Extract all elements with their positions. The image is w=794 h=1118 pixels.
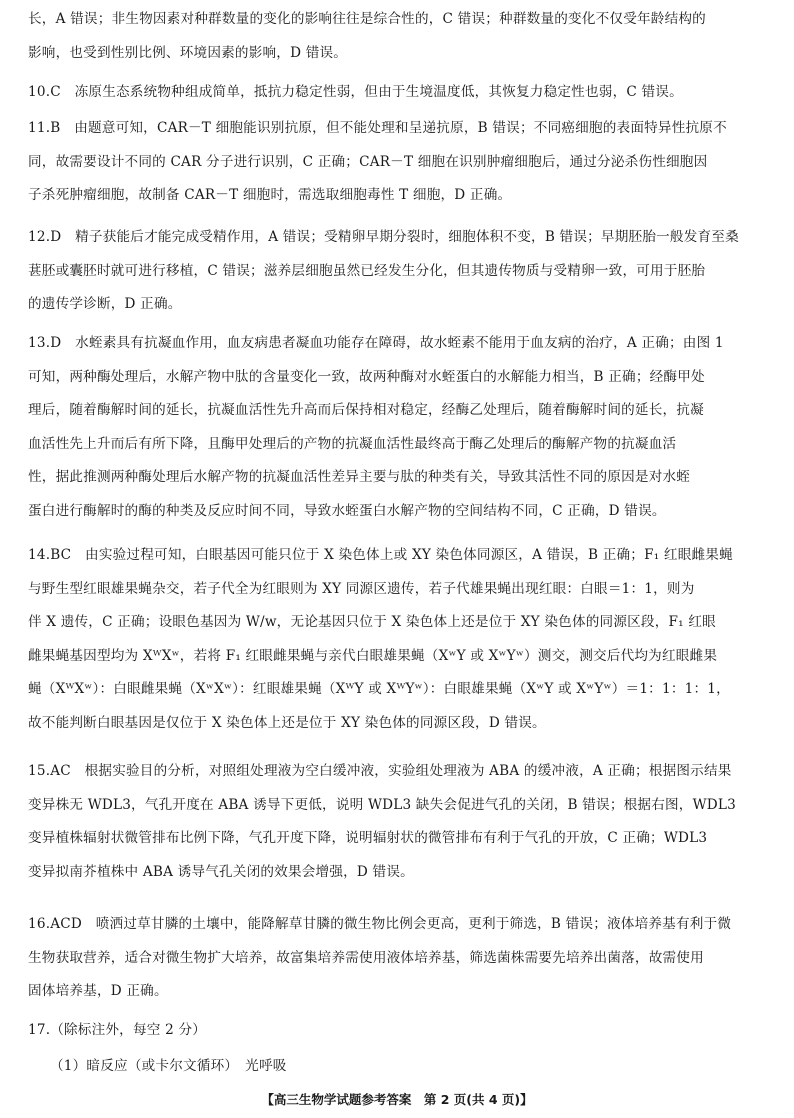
text-line: 性，据此推测两种酶处理后水解产物的抗凝血活性差异主要与肽的种类有关，导致其活性不同的原因是对水蛭 <box>28 469 691 485</box>
text-line: 17.（除标注外，每空 2 分） <box>28 1022 207 1038</box>
text-line: 葚胚或囊胚时就可进行移植，C 错误；滋养层细胞虽然已经发生分化，但其遗传物质与受精卵一致，可用于胚胎 <box>28 262 706 279</box>
text-line: 14.BC 由实验过程可知，白眼基因可能只位于 X 染色体上或 XY 染色体同源区，A 错误，B 正确；F₁ 红眼雌果蝇 <box>28 547 733 563</box>
text-line: 蛋白进行酶解时的酶的种类及反应时间不同，导致水蛭蛋白水解产物的空间结构不同，C 正确，D 错误。 <box>28 502 666 519</box>
answer-10 <box>28 76 768 110</box>
answer-12 <box>28 221 768 322</box>
answer-17-part-1 <box>50 1050 750 1084</box>
text-line: 蝇（XᵂXʷ）：白眼雌果蝇（XʷXʷ）：红眼雄果蝇（XᵂY 或 XᵂYʷ）：白眼雄果蝇（XʷY 或 XʷYʷ）＝1：1：1：1， <box>28 681 730 697</box>
page-footer: 【高三生物学试题参考答案 第 2 页(共 4 页)】 <box>261 1092 533 1107</box>
text-line: 生物获取营养，适合对微生物扩大培养，故富集培养需使用液体培养基，筛选菌株需要先培养出菌落，故需使用 <box>28 949 704 966</box>
text-line: 12.D 精子获能后才能完成受精作用，A 错误；受精卵早期分裂时，细胞体积不变，B 错误；早期胚胎一般发育至桑 <box>28 229 739 245</box>
text-line: 10.C 冻原生态系统物种组成简单，抵抗力稳定性弱，但由于生境温度低，其恢复力稳定性也弱，C 错误。 <box>28 84 683 100</box>
text-line: 理后，随着酶解时间的延长，抗凝血活性先升高而后保持相对稳定，经酶乙处理后，随着酶解时间的延长，抗凝 <box>28 402 704 418</box>
answer-11 <box>28 112 768 213</box>
text-line: 伴 X 遗传，C 正确；设眼色基因为 W/w，无论基因只位于 X 染色体上还是位于 XY 染色体的同源区段，F₁ 红眼 <box>28 614 716 630</box>
text-line: 13.D 水蛭素具有抗凝血作用，血友病患者凝血功能存在障碍，故水蛭素不能用于血友病的治疗，A 正确；由图 1 <box>28 335 724 351</box>
text-line: 变异植株辐射状微管排布比例下降，气孔开度下降，说明辐射状的微管排布有利于气孔的开放，C 正确；WDL3 <box>28 830 708 846</box>
answer-14 <box>28 539 768 740</box>
text-line: 可知，两种酶处理后，水解产物中肽的含量变化一致，故两种酶对水蛭蛋白的水解能力相当，B 正确；经酶甲处 <box>28 368 705 385</box>
text-line: 长，A 错误；非生物因素对种群数量的变化的影响往往是综合性的，C 错误；种群数量的变化不仅受年龄结构的 <box>28 11 706 27</box>
text-line: 血活性先上升而后有所下降，且酶甲处理后的产物的抗凝血活性最终高于酶乙处理后的酶解产物的抗凝血活 <box>28 435 677 452</box>
text-line: 雌果蝇基因型均为 XᵂXʷ，若将 F₁ 红眼雌果蝇与亲代白眼雄果蝇（XʷY 或 XʷYʷ）测交，测交后代均为红眼雌果 <box>28 647 718 664</box>
text-line: 变异拟南芥植株中 ABA 诱导气孔关闭的效果会增强，D 错误。 <box>28 863 414 880</box>
text-line: 11.B 由题意可知，CAR－T 细胞能识别抗原，但不能处理和呈递抗原，B 错误；不同癌细胞的表面特异性抗原不 <box>28 120 727 136</box>
text-line: 固体培养基，D 正确。 <box>28 983 168 999</box>
text-line: 与野生型红眼雄果蝇杂交，若子代全为红眼则为 XY 同源区遗传，若子代雄果蝇出现红眼：白眼＝1：1，则为 <box>28 580 695 597</box>
text-line: 影响，也受到性别比例、环境因素的影响，D 错误。 <box>28 44 348 61</box>
answer-13 <box>28 327 768 528</box>
answer-9-continued <box>28 3 768 70</box>
text-line: 变异株无 WDL3，气孔开度在 ABA 诱导下更低，说明 WDL3 缺失会促进气孔的关闭，B 错误；根据右图，WDL3 <box>28 796 736 813</box>
text-line: 的遗传学诊断，D 正确。 <box>28 296 182 312</box>
answer-15 <box>28 755 768 889</box>
text-line: 子杀死肿瘤细胞，故制备 CAR－T 细胞时，需选取细胞毒性 T 细胞，D 正确。 <box>28 187 512 203</box>
text-line: 故不能判断白眼基因是仅位于 X 染色体上还是位于 XY 染色体的同源区段，D 错误。 <box>28 714 546 731</box>
text-line: 同，故需要设计不同的 CAR 分子进行识别，C 正确；CAR－T 细胞在识别肿瘤细胞后，通过分泌杀伤性细胞因 <box>28 153 708 170</box>
text-line: （1）暗反应（或卡尔文循环） 光呼吸 <box>50 1058 287 1074</box>
answer-17-header <box>28 1014 768 1048</box>
text-line: 15.AC 根据实验目的分析，对照组处理液为空白缓冲液，实验组处理液为 ABA 的缓冲液，A 正确；根据图示结果 <box>28 763 732 779</box>
answer-16 <box>28 908 768 1009</box>
text-line: 16.ACD 喷洒过草甘膦的土壤中，能降解草甘膦的微生物比例会更高，更利于筛选，B 错误；液体培养基有利于微 <box>28 916 732 932</box>
